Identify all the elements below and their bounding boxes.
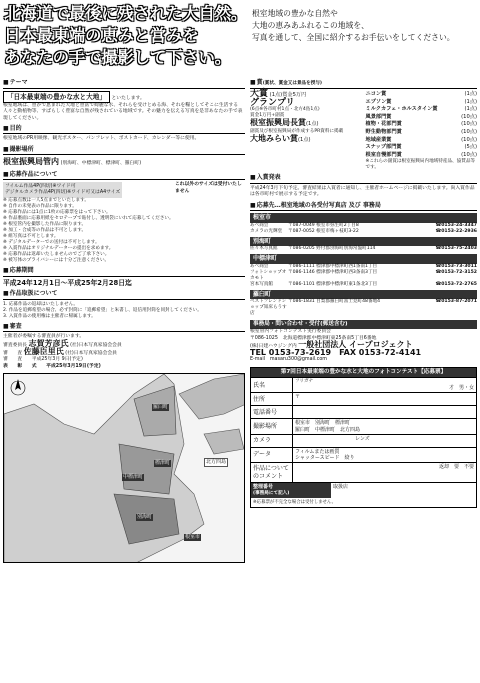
form-note: ※応募票が不完全な場合は受付しません。 — [253, 499, 336, 505]
map-label-shibetsu: 標津町 — [155, 460, 171, 467]
form-row-name[interactable]: 氏名 フリガナ 才 男・女 — [253, 379, 474, 392]
headline-line-3: あなたの手で撮影して下さい。 — [4, 48, 231, 67]
map-label-nemuro: 根室市 — [185, 534, 201, 541]
left-column — [3, 76, 245, 563]
form-row-camera[interactable]: カメラ レンズ — [251, 434, 476, 447]
area-map — [3, 373, 245, 563]
studio-area: 根室市 — [250, 213, 477, 223]
right-column — [250, 76, 477, 508]
form-row-location[interactable]: 撮影場所 根室市 別海町 標津町 羅臼町 中標津町 北方四島 — [251, 418, 476, 434]
purpose-text: 根室地域のPR用映像、観光ポスター、パンフレット、ポストカード、カレンダー等に使用。 — [3, 136, 200, 142]
section-period-heading: ■応募期間 — [3, 267, 245, 277]
entry-form — [250, 367, 477, 508]
map-label-northern-islands: 北方四島 — [206, 459, 227, 466]
judge-org: 主催者が委嘱する審査員が行います。 — [3, 334, 85, 340]
map-shape — [4, 374, 245, 563]
theme-title: 「日本最東端の豊かな水と大地」 — [3, 91, 110, 103]
section-place-heading: ■応募先…根室地域の各受付写真店 及び 事務局 — [250, 202, 477, 212]
headline-line-1: 北海道で最後に残された大自然。 — [4, 4, 248, 23]
theme-text: 根室地域は、豊かで恵まれた大地と豊富で綺麗な水、それらを受けとめる海、それを糧としてそこに生活する人々と動植物等、すばらしく豊富な自然が残されている地域です。その魅力を伝える写真を是非あなたの手で表現してください。 — [3, 102, 243, 121]
studio-area: 羅臼町 — [250, 290, 477, 300]
intro-block — [252, 8, 476, 44]
map-label-nakashibetsu: 中標津町 — [123, 474, 144, 481]
handling-list: 1. 応募作品の返却はいたしません。 2. 作品を追郵希望の場合、必ず封筒に「追郵希望」と朱書し、返信用封筒を同封してください。 3. 入賞作品の使用権は主催者に帰属します。 — [3, 301, 202, 319]
area-sub: (別海町、中標津町、標津町、羅臼町) — [60, 161, 142, 167]
studio-row: 佐々木写真館 〒086-0205 野付郡別海町別海常盤町114 ☎0153-75-2403 — [250, 246, 477, 252]
size-note: これ以外のサイズは受付いたしません — [175, 182, 242, 194]
map-label-rausu: 羅臼町 — [153, 404, 169, 411]
headline-line-2: 日本最東端の恵みと営みを — [4, 26, 199, 45]
contact-heading: 事務局・問い合わせ・受付(郵送含む) — [250, 320, 477, 329]
section-application-heading: ■応募作品について — [3, 171, 245, 181]
form-row-data[interactable]: データ フィルムまたは画質 シャッタースピード 絞り — [251, 447, 476, 463]
section-purpose-heading: ■目的 — [3, 125, 245, 135]
contact-block: 根室管内フォトコンテスト実行委員会 〒086-1025 北海道標津郡中標津町東25条南5丁目6番地 (株)日建ハウジング内 一般社団法人 イープロジェクト TEL 0153-73-2619 FAX 0153-72-4141 E-mail masaru300@gmail.com — [250, 329, 422, 362]
area-name: 根室振興局管内 — [3, 157, 59, 167]
intro-line: 大地の恵みあふれるこの地域を、 — [252, 21, 369, 30]
main-prizes: 大賞 (1点)賞金5万円 グランプリ (6点※各市町村1点・北方4島1点) 賞金1万円+副賞 根室振興局長賞(1点) 副賞及び根室振興局が作成するPR資料に掲載 大地みらい賞(1点) — [250, 89, 344, 143]
judge-row: 審査委員長 志賀芳彦氏 (社)日本写真家協会会員 — [3, 338, 122, 348]
sub-prizes: ニコン賞 (1点) エプソン賞 (1点) ミルクカフェ・ホルスタイン賞 (1点) 風景部門賞 (10点) 植物・花部門賞 (10点) 野生動物部門賞 (10点) 地域産業賞 (10点) スナップ部門賞 (5点) 根室自慢部門賞 (10点) ※これらの副賞は根室振興局内地域特産品、協賛品等です。 — [365, 91, 477, 171]
form-row-address[interactable]: 住所 〒 — [251, 392, 476, 405]
judge-date: 審 査 平成25年3月 9日(予定) — [3, 357, 83, 363]
studio-row: カメラの光輝堂 〒087-0052 根室市梅ヶ枝町3-22 ☎0153-22-2936 — [250, 228, 477, 234]
intro-line: 写真を通して、全国に紹介するお手伝いをしてください。 — [252, 33, 455, 42]
studio-row: 宮本写真館 〒086-1101 標津郡中標津町東1条北3丁目 ☎0153-72-2765 — [250, 281, 477, 287]
section-prize-heading: ■賞(賞状、賞金又は景品を授与) — [250, 79, 477, 89]
map-label-betsukai: 別海町 — [137, 514, 153, 521]
studio-row: あべ商会 〒087-0049 根室市弥生町2丁目8 ☎0153-24-3347 — [250, 222, 477, 228]
announce-text: 平成24年3月下旬予定。審査結果は入賞者に通知し、主催者ホームページに掲載いたします。尚入賞作品は各市町村で展示する予定です。 — [250, 185, 475, 198]
studio-area: 中標津町 — [250, 254, 477, 264]
period-text: 平成24年12月1日～平成25年2月28日迄 — [3, 278, 132, 287]
form-row-phone[interactable]: 電話番号 — [251, 405, 476, 418]
ceremony-date: 表 彰 式 平成25年3月19日(予定) — [3, 363, 101, 369]
section-area-heading: ■撮影場所 — [3, 146, 245, 156]
studio-row: フォトショップオカモト 〒086-1146 標津郡中標津町西3条南3丁目 ☎0153-72-3152 — [250, 269, 477, 281]
studio-list — [250, 213, 477, 317]
studio-area: 別海町 — [250, 237, 477, 247]
studio-row: ペストフレンドショップ知床らうす店 〒086-1831 目梨郡羅臼町富士見町48番地4 ☎0153-87-2071 — [250, 299, 477, 317]
application-list: ※ 応募点数は一人5点までといたします。 ※ 自作の未発表の作品に限ります。 ※ 応募作品には1点に1枚の応募票をはって下さい。 ※ 作品裏面に応募用紙をセロテープで貼付し、透明袋にいれて応募してください。 ※ 根室管内を撮影した作品に限ります。 ※ 加工・合成等の作品は不可とします。 ※ 組写真は不可とします。 ※ デジタルデーターでの送付は不可とします。 ※ 入賞作品はオリジナルデーターの提出を求めます。 ※ 応募作品は返却いたしませんのでご了承下さい。 ※ 被写体のプライバシーには十分ご注意ください。 — [3, 198, 174, 264]
prize-grid — [250, 91, 477, 171]
headline-block — [0, 0, 248, 74]
theme-suffix: といたします。 — [111, 95, 145, 101]
section-announce-heading: ■入賞発表 — [250, 174, 477, 184]
intro-line: 根室地域の豊かな自然や — [252, 9, 338, 18]
form-title: 第7回日本最東端の豊かな水と大地のフォトコンテスト【応募票】 — [251, 368, 476, 377]
section-theme-heading: ■テーマ — [3, 79, 245, 89]
size-box: フイルム作品4P(四切)※ワイド可 デジタルカメラ作品4P(四切)※ワイド可又はA4サイズ — [3, 182, 122, 198]
judge-row: 審 査 佐藤臣里氏 (社)日本写真家協会会員 — [3, 347, 117, 357]
form-row-comment[interactable]: 作品についてのコメント 返却 要 不要 — [251, 462, 476, 482]
section-judge-heading: ■審査 — [3, 323, 245, 333]
studio-row: あべ商会 〒086-1111 標津郡中標津町西1条南1丁目 ☎0153-73-3011 — [250, 263, 477, 269]
form-row-bottom: 整理番号 (事務局にて記入) 取扱店 — [251, 482, 476, 497]
section-handling-heading: ■作品取扱について — [3, 290, 245, 300]
